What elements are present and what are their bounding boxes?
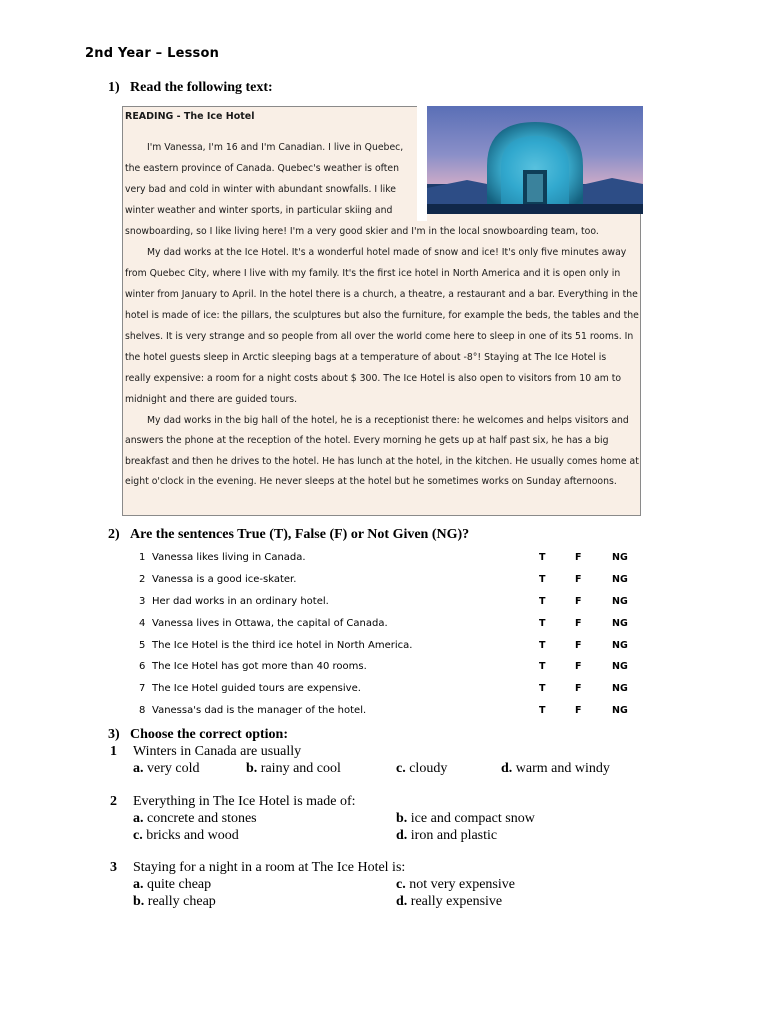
reading-line: My dad works in the big hall of the hotel, he is a receptionist there: he welcomes and helps visitors and [147,415,629,426]
reading-line: shelves. It is very strange and so people from all over the world come here to sleep in one of its 51 rooms. In [125,331,634,342]
mc-option-d[interactable]: d. iron and plastic [396,828,498,843]
mc-stem: Staying for a night in a room at The Ice Hotel is: [133,860,406,875]
false-option[interactable]: F [575,552,582,563]
mc-number: 2 [110,794,117,809]
reading-line: the hotel guests sleep in Arctic sleeping bags at a temperature of about -8°! Staying at The Ice Hotel is [125,352,607,363]
photo-gap [417,106,427,221]
mc-number: 3 [110,860,117,875]
q1-number: 1) [108,80,120,95]
not-given-option[interactable]: NG [612,683,628,694]
mc-option-c[interactable]: c. not very expensive [396,877,515,892]
reading-line: I'm Vanessa, I'm 16 and I'm Canadian. I live in Quebec, [147,142,404,153]
mc-option-b[interactable]: b. ice and compact snow [396,811,535,826]
not-given-option[interactable]: NG [612,705,628,716]
mc-number: 1 [110,744,117,759]
tf-row [139,618,639,636]
not-given-option[interactable]: NG [612,618,628,629]
mc-option-d[interactable]: d. warm and windy [501,761,610,776]
tf-number: 1 [139,552,146,563]
reading-line: snowboarding, so I like living here! I'm a very good skier and I'm in the local snowboarding team, too. [125,226,599,237]
tf-number: 6 [139,661,146,672]
true-option[interactable]: T [539,574,546,585]
reading-line: winter from January to April. In the hotel there is a church, a theatre, a restaurant and a bar. Everything in the [125,289,638,300]
tf-row [139,574,639,592]
tf-row [139,661,639,679]
reading-line: breakfast and then he drives to the hotel. He has lunch at the hotel, in the kitchen. He usually comes home at [125,456,639,467]
reading-line: My dad works at the Ice Hotel. It's a wonderful hotel made of snow and ice! It's only five minutes away [147,247,627,258]
tf-row [139,640,639,658]
reading-line: the eastern province of Canada. Quebec's weather is often [125,163,400,174]
reading-line: midnight and there are guided tours. [125,394,298,405]
tf-statement: Vanessa lives in Ottawa, the capital of Canada. [152,618,388,629]
tf-statement: The Ice Hotel has got more than 40 rooms. [152,661,367,672]
mc-option-b[interactable]: b. really cheap [133,894,216,909]
reading-line: from Quebec City, where I live with my family. It's the first ice hotel in North America and it is open only in [125,268,621,279]
false-option[interactable]: F [575,640,582,651]
true-option[interactable]: T [539,552,546,563]
false-option[interactable]: F [575,683,582,694]
not-given-option[interactable]: NG [612,552,628,563]
tf-number: 7 [139,683,146,694]
mc-option-a[interactable]: a. quite cheap [133,877,212,892]
reading-line: winter weather and winter sports, in particular skiing and [125,205,393,216]
tf-row [139,683,639,701]
false-option[interactable]: F [575,661,582,672]
mc-option-d[interactable]: d. really expensive [396,894,503,909]
tf-number: 8 [139,705,146,716]
false-option[interactable]: F [575,705,582,716]
false-option[interactable]: F [575,618,582,629]
tf-number: 5 [139,640,146,651]
tf-row [139,596,639,614]
mc-option-c[interactable]: c. cloudy [396,761,448,776]
tf-row [139,552,639,570]
mc-stem: Winters in Canada are usually [133,744,302,759]
tf-statement: Vanessa is a good ice-skater. [152,574,297,585]
tf-statement: The Ice Hotel guided tours are expensive. [152,683,361,694]
not-given-option[interactable]: NG [612,596,628,607]
q3-number: 3) [108,727,120,742]
mc-stem: Everything in The Ice Hotel is made of: [133,794,356,809]
mc-option-c[interactable]: c. bricks and wood [133,828,239,843]
true-option[interactable]: T [539,618,546,629]
false-option[interactable]: F [575,596,582,607]
q2-heading-text: Are the sentences True (T), False (F) or Not Given (NG)? [130,527,470,542]
reading-line: really expensive: a room for a night costs about $ 300. The Ice Hotel is also open to visitors from 10 am to [125,373,622,384]
q3-heading [108,727,288,743]
tf-number: 3 [139,596,146,607]
ice-hotel-image [427,106,643,214]
tf-row [139,705,639,723]
q2-heading [108,527,469,543]
tf-number: 4 [139,618,146,629]
tf-statement: The Ice Hotel is the third ice hotel in North America. [152,640,413,651]
tf-number: 2 [139,574,146,585]
true-option[interactable]: T [539,596,546,607]
tf-statement: Vanessa likes living in Canada. [152,552,306,563]
lesson-title: 2nd Year – Lesson [85,46,220,61]
q1-heading-text: Read the following text: [130,80,273,95]
q1-heading [108,80,273,96]
mc-option-a[interactable]: a. concrete and stones [133,811,257,826]
not-given-option[interactable]: NG [612,574,628,585]
q2-number: 2) [108,527,120,542]
reading-line: answers the phone at the reception of the hotel. Every morning he gets up at half past six, he has a big [125,435,609,446]
tf-statement: Her dad works in an ordinary hotel. [152,596,329,607]
true-option[interactable]: T [539,640,546,651]
mc-option-b[interactable]: b. rainy and cool [246,761,341,776]
reading-line: hotel is made of ice: the pillars, the sculptures but also the furniture, for example the beds, the tables and the [125,310,639,321]
not-given-option[interactable]: NG [612,661,628,672]
true-option[interactable]: T [539,705,546,716]
tf-statement: Vanessa's dad is the manager of the hotel. [152,705,367,716]
true-option[interactable]: T [539,661,546,672]
ice-hotel-photo [427,106,643,214]
reading-line: eight o'clock in the evening. He never sleeps at the hotel but he sometimes works on Sunday afternoons. [125,476,617,487]
reading-line: very bad and cold in winter with abundant snowfalls. I like [125,184,396,195]
reading-title: READING - The Ice Hotel [125,111,255,122]
mc-option-a[interactable]: a. very cold [133,761,200,776]
q3-heading-text: Choose the correct option: [130,727,288,742]
true-option[interactable]: T [539,683,546,694]
false-option[interactable]: F [575,574,582,585]
not-given-option[interactable]: NG [612,640,628,651]
